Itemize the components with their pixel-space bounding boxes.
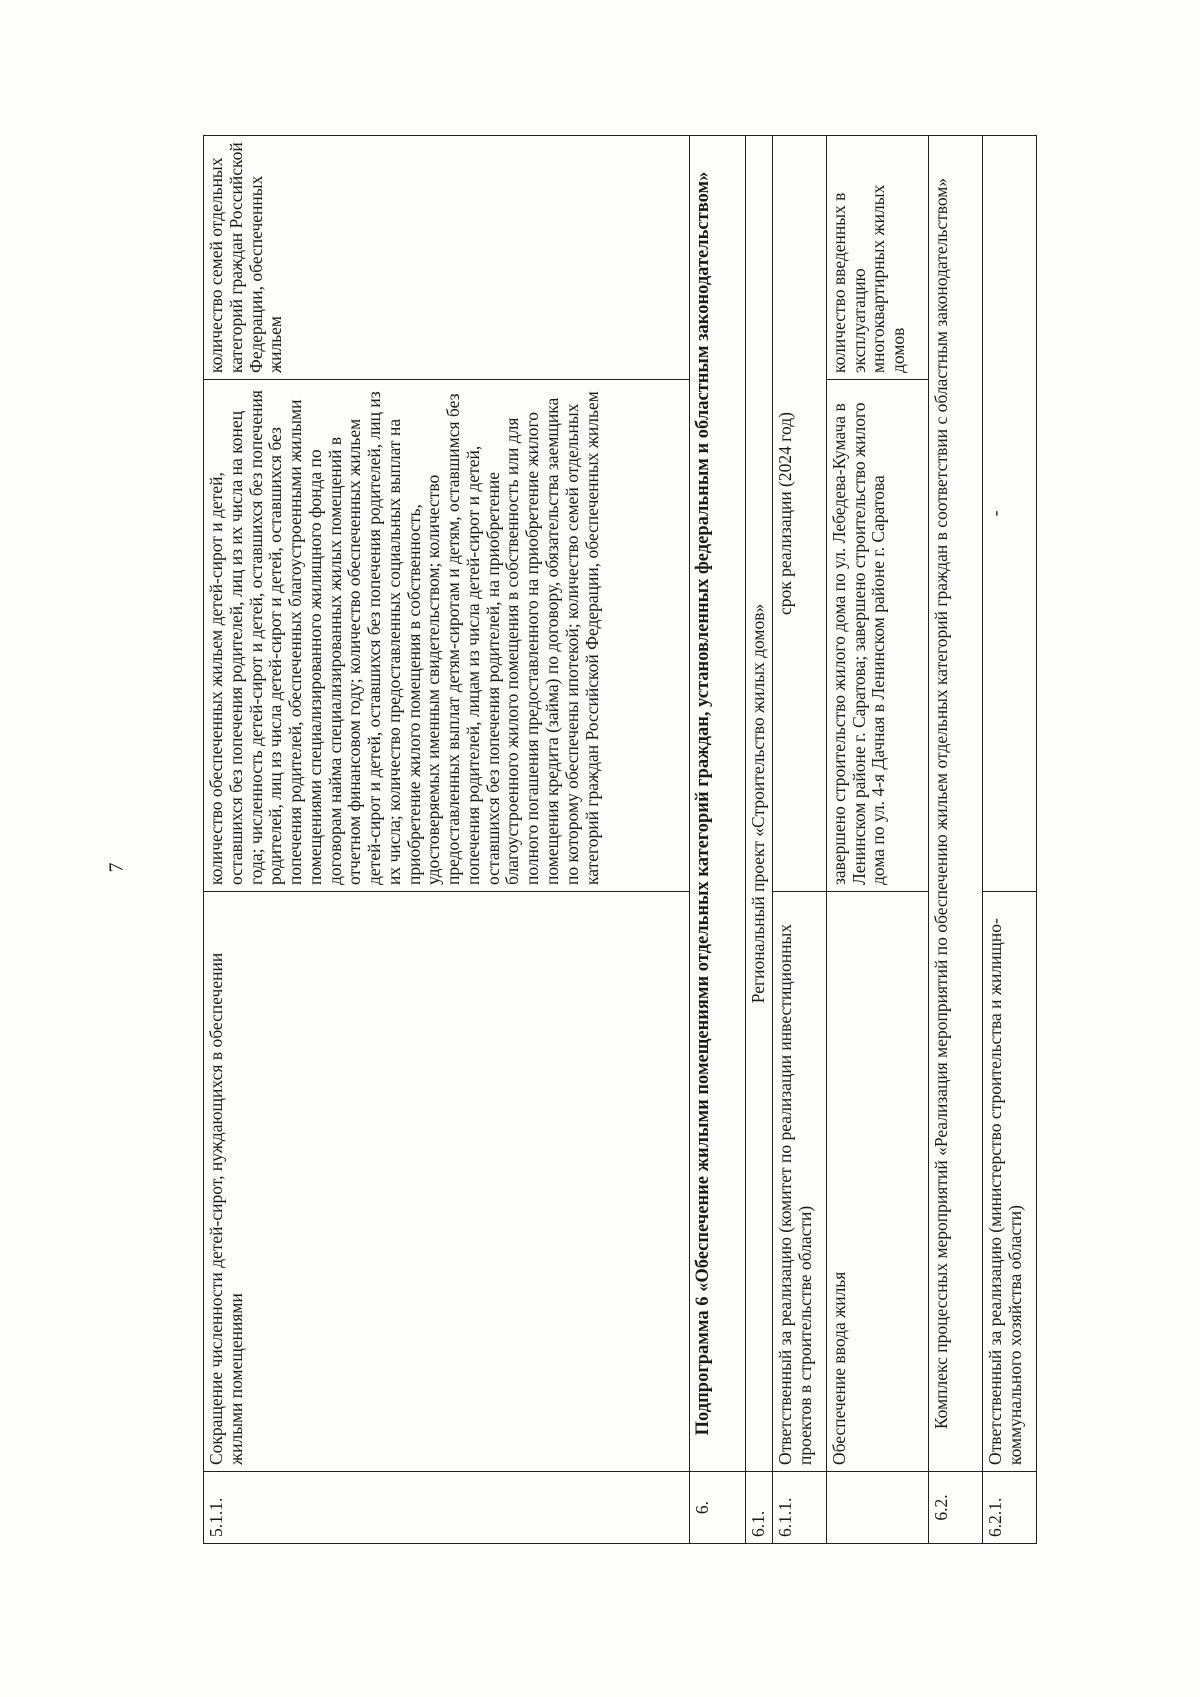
table-row [772,136,826,1544]
row-number: 6.2. [928,1472,982,1544]
subprogram-title: Подпрограмма 6 «Обеспечение жилыми помещениями отдельных категорий граждан, установленных федеральным и областным законодательством» [690,136,746,1472]
regional-project-title: Региональный проект «Строительство жилых домов» [746,136,773,1472]
row-number: 6.1.1. [772,1472,826,1544]
row-number [826,1472,928,1544]
responsible-cell: Ответственный за реализацию (комитет по реализации инвестиционных проектов в строительстве области) [772,892,826,1472]
term-cell: срок реализации (2024 год) [772,136,826,892]
goal-cell: Обеспечение ввода жилья [826,892,928,1472]
indicator-cell: количество введенных в эксплуатацию многоквартирных жилых домов [826,136,928,380]
table-row [826,136,928,1544]
row-number: 6.1. [746,1472,773,1544]
program-table [203,135,1037,1544]
process-complex-title: Комплекс процессных мероприятий «Реализация мероприятий по обеспечению жильем отдельных категорий граждан в соответствии с областным законодательством» [928,136,982,1472]
page-number: 7 [105,862,128,873]
table-row [746,136,773,1544]
row-number: 6.2.1. [982,1472,1036,1544]
table-row [928,136,982,1544]
responsible-cell: Ответственный за реализацию (министерство строительства и жилищно-коммунального хозяйства области) [982,892,1036,1472]
row-number: 5.1.1. [204,1472,690,1544]
indicators-cell: количество обеспеченных жильем детей-сирот и детей, оставшихся без попечения родителей, лиц из их числа на конец года; численность детей-сирот и детей, оставшихся без попечения родителей, лиц из числа детей-сирот и детей, оставшихся без попечения родителей, обеспеченных благоустроенными жилыми помещениями специализированного жилищного фонда по договорам найма специализированных жилых помещений в отчетном финансовом году; количество обеспеченных жильем детей-сирот и детей, оставшихся без попечения родителей, лиц из их числа; количество предоставленных социальных выплат на приобретение жилого помещения в собственность, удостоверяемых именным свидетельством; количество предоставленных выплат детям-сиротам и детям, оставшимся без попечения родителей, лицам из числа детей-сирот и детей, оставшихся без попечения родителей, на приобретение благоустроенного жилого помещения в собственность или для полного погашения предоставленного на приобретение жилого помещения кредита (займа) по договору, обязательства заемщика по которому обеспечены ипотекой; количество семей отдельных категорий граждан Российской Федерации, обеспеченных жильем [204,380,690,892]
table-row [204,136,690,1544]
indicator-extra-cell: количество семей отдельных категорий граждан Российской Федерации, обеспеченных жильем [204,136,690,380]
result-cell: завершено строительство жилого дома по ул. Лебедева-Кумача в Ленинском районе г. Саратова; завершено строительство жилого дома по ул. 4-я Дачная в Ленинском районе г. Саратова [826,380,928,892]
table-container [203,136,1025,1544]
row-number: 6. [690,1472,746,1544]
goal-cell: Сокращение численности детей-сирот, нуждающихся в обеспечении жилыми помещениями [204,892,690,1472]
term-cell: - [982,136,1036,892]
table-row [690,136,746,1544]
table-row [982,136,1036,1544]
